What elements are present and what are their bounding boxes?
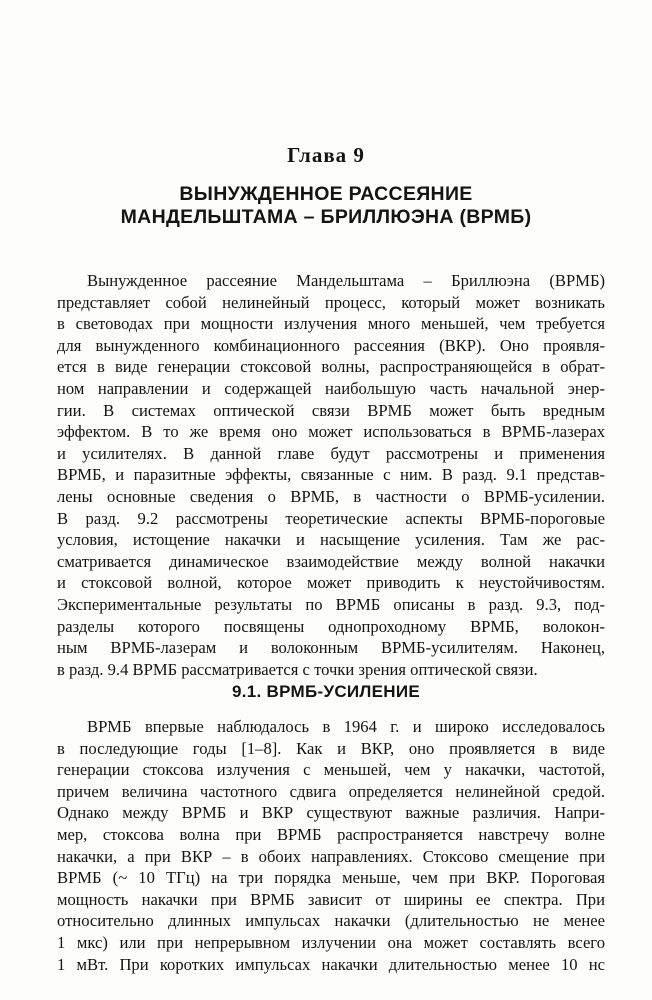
text-line: сматривается динамическое взаимодействие между волной накачки: [57, 551, 605, 571]
text-line: ВРМБ (~ 10 ТГц) на три порядка меньше, чем при ВКР. Пороговая: [57, 868, 605, 888]
text-line: мощность накачки при ВРМБ зависит от ширины ее спектра. При: [57, 889, 605, 909]
text-line: и стоксовой волной, которое может приводить к неустойчивостям.: [57, 573, 605, 593]
text-line: условия, истощение накачки и насыщение усиления. Там же рас-: [57, 530, 605, 550]
text-line: для вынужденного комбинационного рассеяния (ВКР). Оно проявля-: [57, 335, 605, 355]
text-line: относительно длинных импульсах накачки (длительностью не менее: [57, 911, 605, 931]
section-paragraph: [57, 716, 605, 975]
text-line: 1 мкс) или при непрерывном излучении она может составлять всего: [57, 932, 605, 952]
text-line: в последующие годы [1–8]. Как и ВКР, оно проявляется в виде: [57, 738, 605, 758]
chapter-title-line: МАНДЕЛЬШТАМА – БРИЛЛЮЭНА (ВРМБ): [120, 206, 532, 228]
chapter-title-line: ВЫНУЖДЕННОЕ РАССЕЯНИЕ: [179, 183, 473, 205]
text-line: Однако между ВРМБ и ВКР существуют важные различия. Напри-: [57, 803, 605, 823]
text-line: гии. В системах оптической связи ВРМБ может быть вредным: [57, 400, 605, 420]
text-line: В разд. 9.2 рассмотрены теоретические аспекты ВРМБ-пороговые: [57, 508, 605, 528]
text-line: лены основные сведения о ВРМБ, в частности о ВРМБ-усилении.: [57, 486, 605, 506]
text-line: ется в виде генерации стоксовой волны, распространяющейся в обрат-: [57, 357, 605, 377]
chapter-title: [0, 183, 652, 229]
text-line: Экспериментальные результаты по ВРМБ описаны в разд. 9.3, под-: [57, 594, 605, 614]
text-line: в световодах при мощности излучения много меньшей, чем требуется: [57, 314, 605, 334]
section-heading: 9.1. ВРМБ-УСИЛЕНИЕ: [231, 682, 421, 701]
text-line: Вынужденное рассеяние Мандельштама – Бриллюэна (ВРМБ): [87, 271, 605, 290]
text-line: ВРМБ впервые наблюдалось в 1964 г. и широко исследовалось: [87, 717, 605, 736]
text-line: эффектом. В то же время оно может использоваться в ВРМБ-лазерах: [57, 422, 605, 442]
intro-paragraph: [57, 270, 605, 680]
text-line: ным ВРМБ-лазерам и волоконным ВРМБ-усилителям. Наконец,: [57, 638, 605, 658]
chapter-label: Глава 9: [287, 143, 365, 167]
text-line: представляет собой нелинейный процесс, который может возникать: [57, 292, 605, 312]
text-line: 1 мВт. При коротких импульсах накачки длительностью менее 10 нс: [57, 954, 605, 974]
text-line: ВРМБ, и паразитные эффекты, связанные с ним. В разд. 9.1 представ-: [57, 465, 605, 485]
text-line: в разд. 9.4 ВРМБ рассматривается с точки зрения оптической связи.: [57, 659, 538, 679]
text-line: мер, стоксова волна при ВРМБ распространяется навстречу волне: [57, 824, 605, 844]
text-line: и усилителях. В данной главе будут рассмотрены и применения: [57, 443, 605, 463]
text-line: накачки, а при ВКР – в обоих направлениях. Стоксово смещение при: [57, 846, 605, 866]
text-line: генерации стоксова излучения с меньшей, чем у накачки, частотой,: [57, 760, 605, 780]
text-line: ном направлении и содержащей наибольшую часть начальной энер-: [57, 378, 605, 398]
text-line: причем величина частотного сдвига определяется нелинейной средой.: [57, 781, 605, 801]
text-line: разделы которого посвящены однопроходному ВРМБ, волокон-: [57, 616, 605, 636]
